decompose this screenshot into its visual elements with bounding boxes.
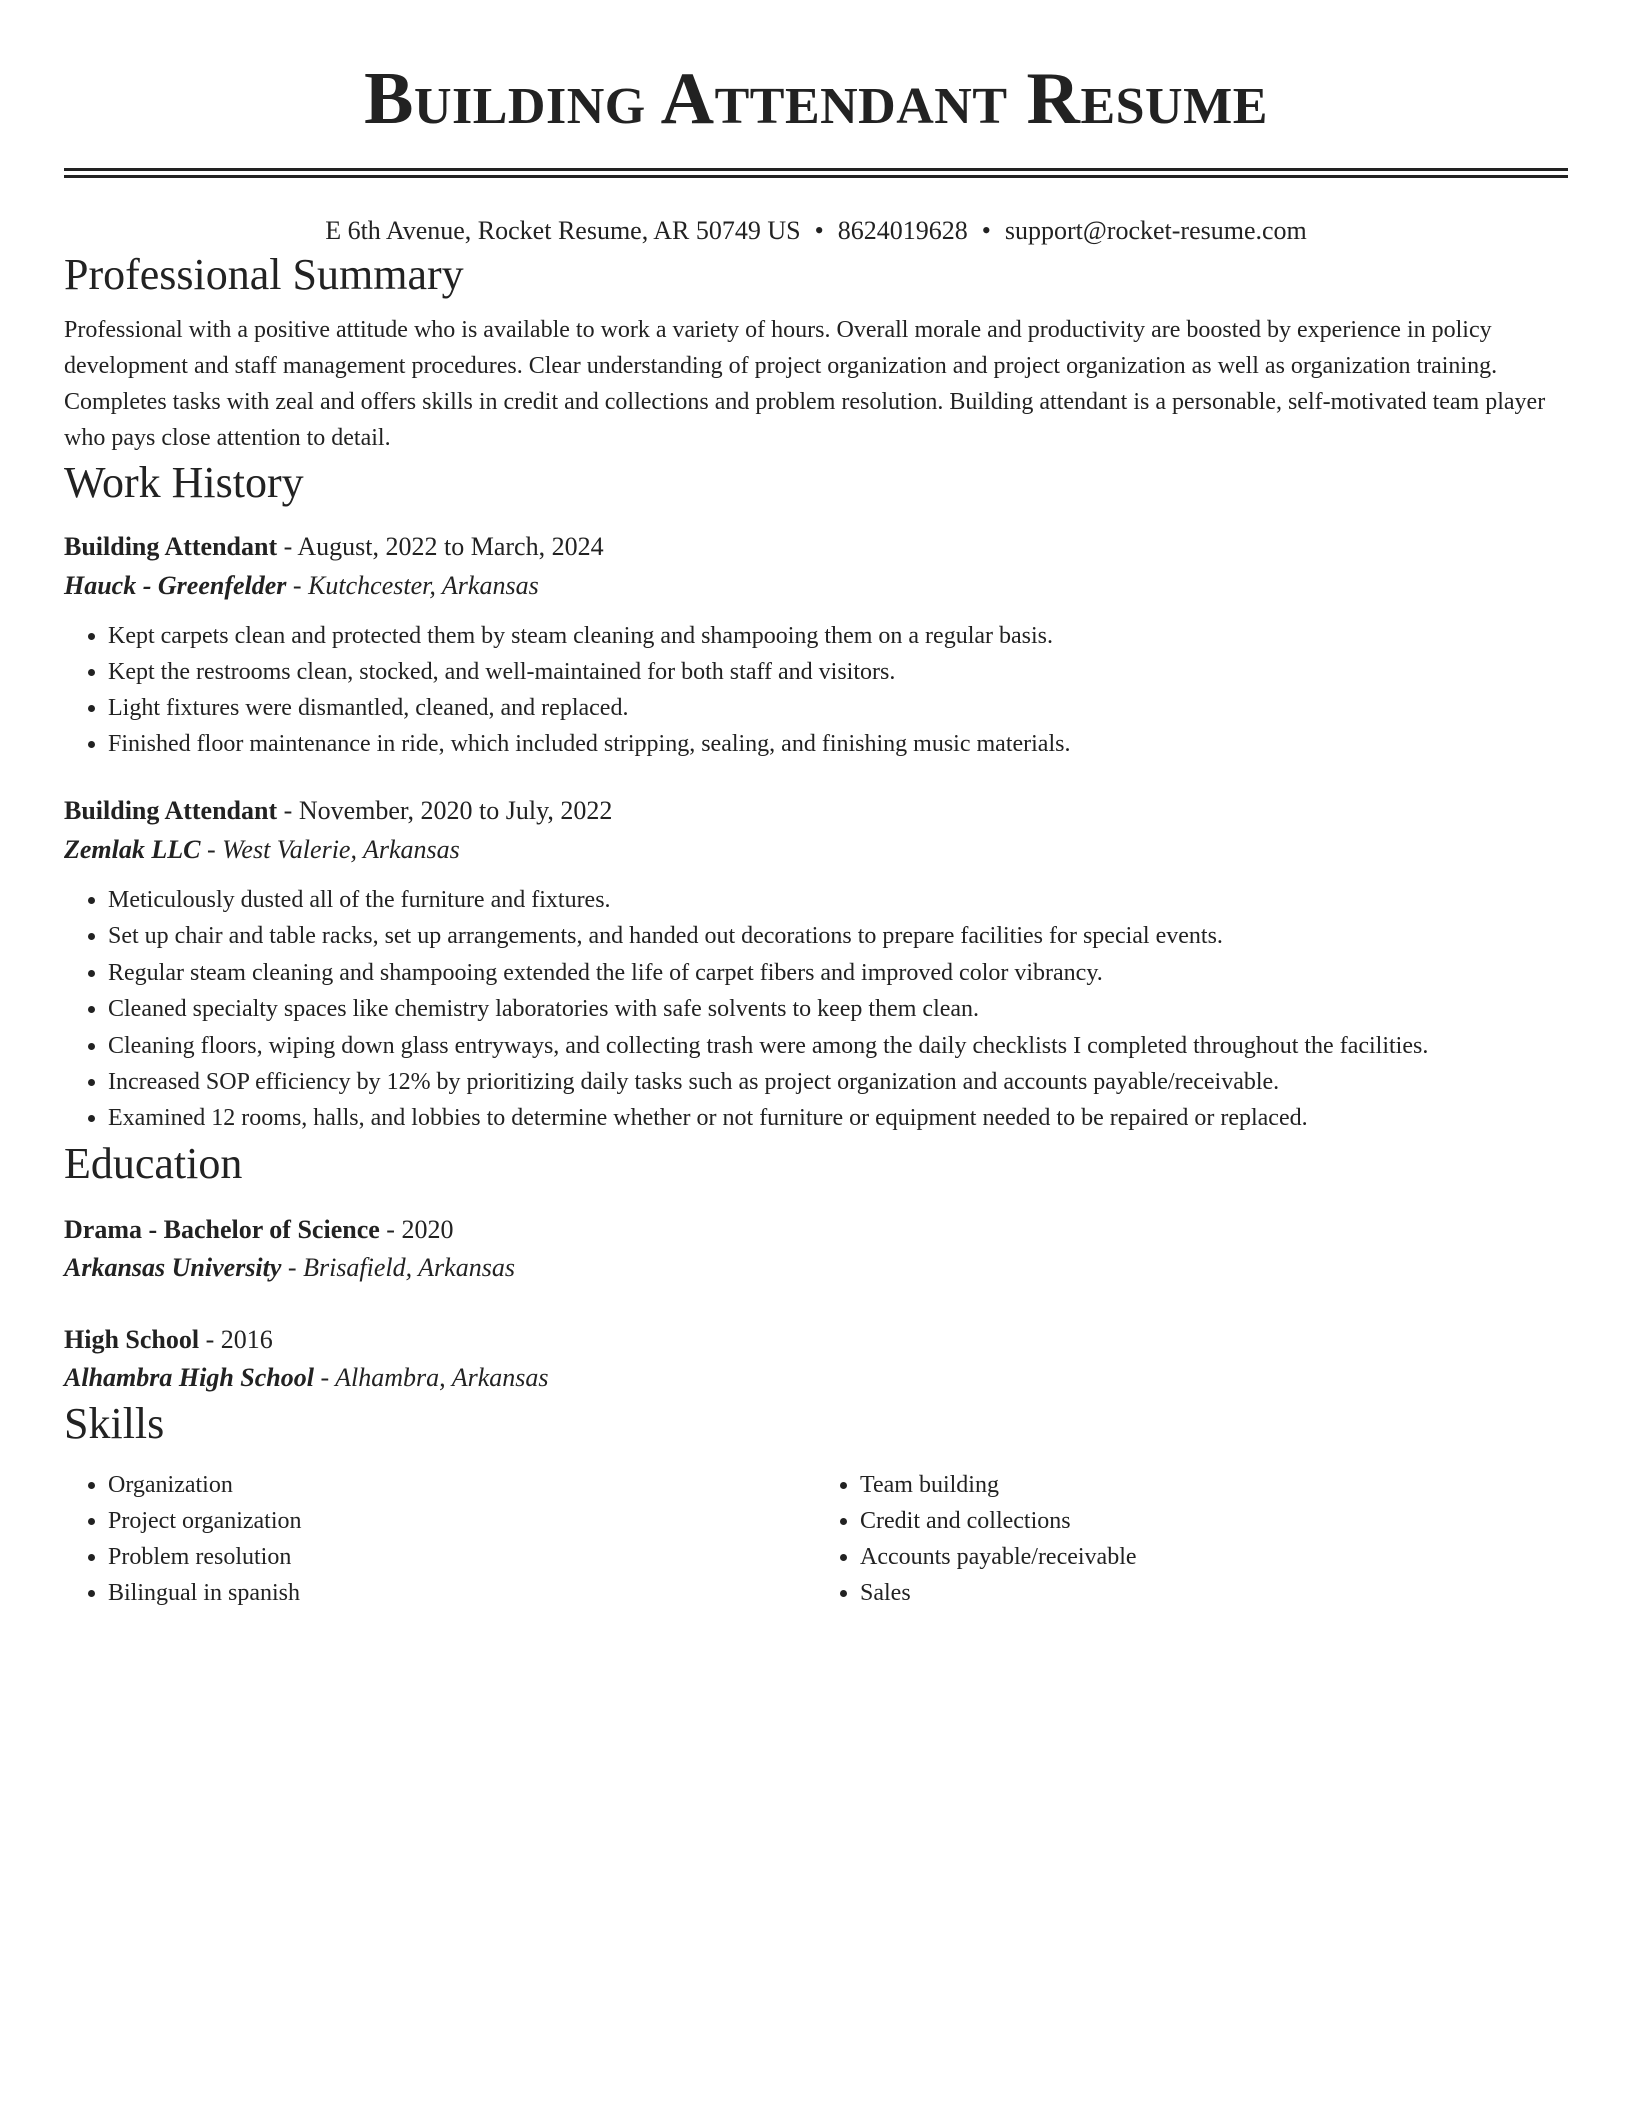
job-employer-line <box>64 830 1568 870</box>
job-company: Zemlak LLC <box>64 835 201 864</box>
work-history-heading: Work History <box>64 458 304 507</box>
job-entry <box>64 792 1568 1137</box>
job-dash: - <box>277 532 298 561</box>
job-bullet: • Cleaning floors, wiping down glass entryways, and collecting trash were among the daily checklists I completed throughout the facilities. <box>108 1028 1568 1064</box>
resume-title: Building Attendant Resume <box>364 58 1268 140</box>
job-dates: August, 2022 to March, 2024 <box>297 532 604 561</box>
skill-item: • Sales <box>860 1575 1568 1611</box>
job-dash: - <box>200 835 223 864</box>
education-entry <box>64 1321 1568 1397</box>
education-year: 2020 <box>401 1214 454 1244</box>
job-bullets <box>64 618 1568 762</box>
summary-heading: Professional Summary <box>64 250 464 299</box>
job-dash: - <box>277 796 299 825</box>
skills-columns <box>64 1467 1568 1611</box>
education-year: 2016 <box>220 1324 273 1354</box>
skill-item: • Team building <box>860 1467 1568 1503</box>
skill-item: • Problem resolution <box>108 1539 816 1575</box>
education-dash: - <box>313 1362 336 1392</box>
education-location: Alhambra, Arkansas <box>335 1362 549 1392</box>
contact-line <box>64 214 1568 248</box>
skills-heading: Skills <box>64 1398 165 1448</box>
education-entry <box>64 1211 1568 1287</box>
education-heading: Education <box>64 1138 243 1188</box>
job-bullet: • Cleaned specialty spaces like chemistry laboratories with safe solvents to keep them clean. <box>108 991 1568 1027</box>
job-bullet: • Finished floor maintenance in ride, which included stripping, sealing, and finishing music materials. <box>108 726 1568 762</box>
skill-item: • Accounts payable/receivable <box>860 1539 1568 1575</box>
education-degree: High School <box>64 1324 200 1354</box>
contact-address: E 6th Avenue, Rocket Resume, AR 50749 US <box>325 216 801 245</box>
skills-right-column <box>816 1467 1568 1611</box>
job-entry <box>64 528 1568 762</box>
job-employer-line <box>64 566 1568 606</box>
contact-email: support@rocket-resume.com <box>1004 216 1307 245</box>
job-location: Kutchcester, Arkansas <box>308 571 539 600</box>
education-dash: - <box>199 1324 221 1354</box>
title-double-rule <box>64 168 1568 178</box>
job-role: Building Attendant <box>64 796 278 825</box>
education-school-line <box>64 1359 1568 1397</box>
skill-item: • Bilingual in spanish <box>108 1575 816 1611</box>
education-degree: Drama - Bachelor of Science <box>64 1214 380 1244</box>
job-bullet: • Regular steam cleaning and shampooing extended the life of carpet fibers and improved color vibrancy. <box>108 955 1568 991</box>
skill-item: • Credit and collections <box>860 1503 1568 1539</box>
education-dash: - <box>379 1214 402 1244</box>
skill-item: • Project organization <box>108 1503 816 1539</box>
education-school-line <box>64 1249 1568 1287</box>
education-header <box>64 1211 1568 1249</box>
job-bullet: • Light fixtures were dismantled, cleaned, and replaced. <box>108 690 1568 726</box>
job-company: Hauck - Greenfelder <box>64 571 287 600</box>
education-header <box>64 1321 1568 1359</box>
education-school: Arkansas University <box>64 1252 282 1282</box>
job-bullet: • Kept carpets clean and protected them by steam cleaning and shampooing them on a regular basis. <box>108 618 1568 654</box>
job-dates: November, 2020 to July, 2022 <box>298 796 613 825</box>
education-location: Brisafield, Arkansas <box>303 1252 515 1282</box>
job-bullet: • Examined 12 rooms, halls, and lobbies to determine whether or not furniture or equipment needed to be repaired or replaced. <box>108 1100 1568 1136</box>
job-bullet: • Increased SOP efficiency by 12% by prioritizing daily tasks such as project organization and accounts payable/receivable. <box>108 1064 1568 1100</box>
job-dash: - <box>286 571 309 600</box>
contact-separator: • <box>981 216 991 245</box>
education-dash: - <box>281 1252 304 1282</box>
job-bullet: • Set up chair and table racks, set up arrangements, and handed out decorations to prepare facilities for special events. <box>108 918 1568 954</box>
skills-left-column <box>64 1467 816 1611</box>
education-school: Alhambra High School <box>64 1362 314 1392</box>
contact-phone: 8624019628 <box>837 216 968 245</box>
job-bullet: • Kept the restrooms clean, stocked, and well-maintained for both staff and visitors. <box>108 654 1568 690</box>
contact-separator: • <box>814 216 824 245</box>
job-header <box>64 528 1568 566</box>
job-header <box>64 792 1568 830</box>
job-role: Building Attendant <box>64 532 278 561</box>
skill-item: • Organization <box>108 1467 816 1503</box>
job-bullet: • Meticulously dusted all of the furniture and fixtures. <box>108 882 1568 918</box>
summary-text: Professional with a positive attitude who is available to work a variety of hours. Overall morale and productivity are boosted by experience in policy development and staff management procedures. Clear understanding of project organization and project organization as well as organization training. Completes tasks with zeal and offers skills in credit and collections and problem resolution. Building attendant is a personable, self-motivated team player who pays close attention to detail. <box>64 317 1546 451</box>
job-bullets <box>64 882 1568 1137</box>
job-location: West Valerie, Arkansas <box>222 835 460 864</box>
